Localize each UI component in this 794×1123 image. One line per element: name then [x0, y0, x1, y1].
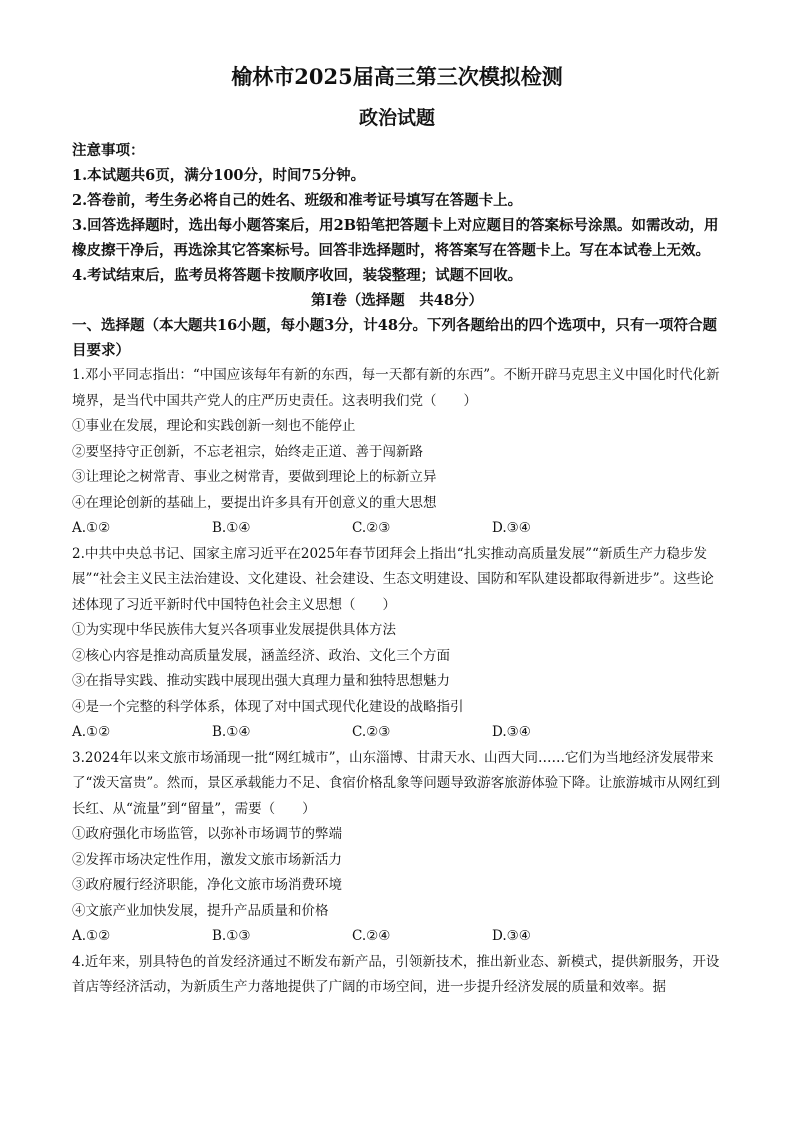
question-stem: 1.邓小平同志指出：“中国应该每年有新的东西，每一天都有新的东西”。不断开辟马克思主义中国化时代化新境界，是当代中国共产党人的庄严历史责任。这表明我们党（ ）	[72, 367, 720, 409]
choice-d: D.③④	[492, 520, 531, 536]
section-title: 一、选择题（本大题共16小题，每小题3分，计48分。下列各题给出的四个选项中，只有一项符合题目要求）	[72, 317, 717, 359]
question-stem: 3.2024年以来文旅市场涌现一批“网红城市”，山东淄博、甘肃天水、山西大同……它们为当地经济发展带来了“泼天富贵”。然而，景区承载能力不足、食宿价格乱象等问题导致游客旅游体验下降。让旅游城市从网红到长红、从“流量”到“留量”，需要（ ）	[72, 749, 721, 817]
notes-heading: 注意事项：	[72, 142, 145, 159]
question-4	[72, 950, 722, 1001]
answer-choices	[72, 720, 722, 746]
choice-c: C.②③	[352, 520, 391, 536]
question-option: ②要坚持守正创新，不忘老祖宗，始终走正道、善于闯新路	[72, 443, 423, 460]
question-stem: 4.近年来，别具特色的首发经济通过不断发布新产品，引领新技术，推出新业态、新模式，提供新服务，开设首店等经济活动，为新质生产力落地提供了广阔的市场空间，进一步提升经济发展的质量和效率。据	[72, 953, 720, 995]
question-option: ②核心内容是推动高质量发展，涵盖经济、政治、文化三个方面	[72, 647, 450, 664]
question-2	[72, 542, 722, 746]
choice-d: D.③④	[492, 724, 531, 740]
answer-choices	[72, 516, 722, 542]
question-3	[72, 746, 722, 950]
page-title: 榆林市2025届高三第三次模拟检测	[231, 64, 563, 89]
note-item: 4.考试结束后，监考员将答题卡按顺序收回，装袋整理；试题不回收。	[72, 267, 523, 284]
question-1	[72, 363, 722, 542]
question-option: ②发挥市场决定性作用，激发文旅市场新活力	[72, 851, 342, 868]
choice-b: B.①④	[212, 724, 251, 740]
question-option: ③让理论之树常青、事业之树常青，要做到理论上的标新立异	[72, 469, 437, 485]
question-option: ①为实现中华民族伟大复兴各项事业发展提供具体方法	[72, 622, 396, 638]
choice-a: A.①②	[72, 928, 111, 944]
note-item: 2.答卷前，考生务必将自己的姓名、班级和准考证号填写在答题卡上。	[72, 192, 523, 209]
note-item: 3.回答选择题时，选出每小题答案后，用2B铅笔把答题卡上对应题目的答案标号涂黑。如需改动，用橡皮擦干净后，再选涂其它答案标号。回答非选择题时，将答案写在答题卡上。写在本试卷上无效。	[72, 217, 719, 259]
choice-c: C.②④	[352, 928, 391, 944]
choice-a: A.①②	[72, 724, 111, 740]
page-subtitle: 政治试题	[358, 107, 435, 129]
choice-b: B.①④	[212, 520, 251, 536]
exam-page	[72, 62, 722, 1001]
choice-b: B.①③	[212, 928, 251, 944]
question-stem: 2.中共中央总书记、国家主席习近平在2025年春节团拜会上指出“扎实推动高质量发展”“新质生产力稳步发展”“社会主义民主法治建设、文化建设、社会建设、生态文明建设、国防和军队建设都取得新进步”。这些论述体现了习近平新时代中国特色社会主义思想（ ）	[72, 545, 714, 613]
question-option: ④文旅产业加快发展，提升产品质量和价格	[72, 902, 329, 919]
choice-d: D.③④	[492, 928, 531, 944]
choice-c: C.②③	[352, 724, 391, 740]
question-option: ④是一个完整的科学体系，体现了对中国式现代化建设的战略指引	[72, 698, 464, 715]
question-option: ③政府履行经济职能，净化文旅市场消费环境	[72, 877, 342, 893]
question-option: ①事业在发展，理论和实践创新一刻也不能停止	[72, 418, 356, 434]
note-item: 1.本试题共6页，满分100分，时间75分钟。	[72, 167, 366, 184]
notes-block	[72, 138, 722, 288]
question-option: ①政府强化市场监管，以弥补市场调节的弊端	[72, 826, 342, 842]
question-option: ④在理论创新的基础上，要提出许多具有开创意义的重大思想	[72, 494, 437, 511]
question-option: ③在指导实践、推动实践中展现出强大真理力量和独特思想魅力	[72, 673, 450, 689]
answer-choices	[72, 924, 722, 950]
choice-a: A.①②	[72, 520, 111, 536]
volume-title: 第Ⅰ卷（选择题 共48分）	[311, 292, 483, 309]
